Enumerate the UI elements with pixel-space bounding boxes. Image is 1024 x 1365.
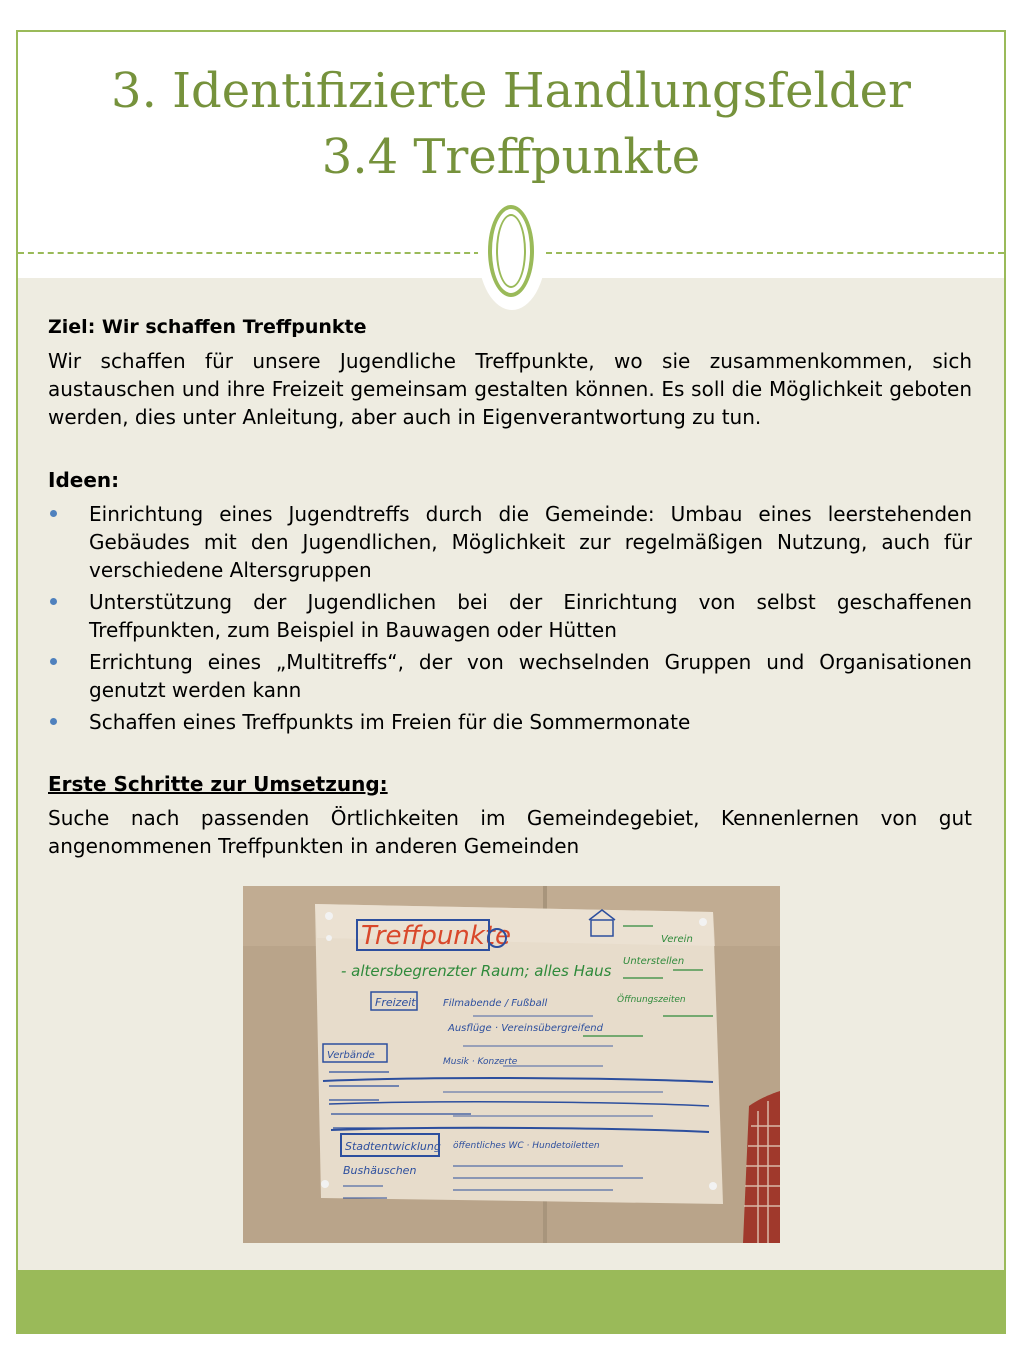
steps-heading: Erste Schritte zur Umsetzung: <box>48 772 388 796</box>
goal-heading: Ziel: Wir schaffen Treffpunkte <box>48 316 367 338</box>
photo-oeffentlich: öffentliches WC · Hundetoiletten <box>453 1141 600 1151</box>
photo-filmabende: Filmabende / Fußball <box>443 998 548 1009</box>
idea-item: Errichtung eines „Multitreffs“, der von wechselnden Gruppen und Organisationen genutzt werden kann <box>48 648 972 704</box>
goal-section <box>48 313 972 431</box>
photo-line-1: - altersbegrenzter Raum; alles Haus <box>341 962 612 980</box>
goal-text: Wir schaffen für unsere Jugendliche Treffpunkte, wo sie zusammenkommen, sich austauschen und ihre Freizeit gemeinsam gestalten können. Es soll die Möglichkeit geboten werden, dies unter Anleitung, aber auch in Eigenverantwortung zu tun. <box>48 349 972 429</box>
bullet-icon <box>50 510 57 517</box>
steps-text: Suche nach passenden Örtlichkeiten im Gemeindegebiet, Kennenlernen von gut angenommenen Treffpunkten in anderen Gemeinden <box>48 806 972 858</box>
photo-oeffnungszeiten: Öffnungszeiten <box>617 995 686 1005</box>
photo-verband: Verbände <box>327 1050 375 1061</box>
bullet-icon <box>50 658 57 665</box>
photo-freizeit: Freizeit <box>375 996 416 1009</box>
photo-ausfluege: Ausflüge · Vereinsübergreifend <box>448 1023 603 1034</box>
bullet-icon <box>50 598 57 605</box>
photo-bushaus: Bushäuschen <box>343 1164 417 1177</box>
photo-musik: Musik · Konzerte <box>443 1057 518 1067</box>
ideas-list <box>48 500 972 736</box>
photo-unterstellen: Unterstellen <box>623 956 685 967</box>
steps-section <box>48 770 972 860</box>
title-line-2: 3.4 Treffpunkte <box>321 129 701 185</box>
page-title <box>16 30 1006 190</box>
flipchart-photo <box>243 886 780 1243</box>
photo-title: Treffpunkte <box>361 921 512 951</box>
ideas-section <box>48 466 972 740</box>
divider-right <box>546 252 1004 254</box>
decorative-oval-inner-icon <box>496 214 526 288</box>
idea-item: Unterstützung der Jugendlichen bei der Einrichtung von selbst geschaffenen Treffpunkten, zum Beispiel in Bauwagen oder Hütten <box>48 588 972 644</box>
bullet-icon <box>50 718 57 725</box>
photo-stadt: Stadtentwicklung <box>345 1140 441 1153</box>
ideas-heading: Ideen: <box>48 468 120 492</box>
divider-left <box>18 252 480 254</box>
bottom-bar <box>18 1270 1004 1332</box>
photo-verein: Verein <box>661 934 693 945</box>
title-line-1: 3. Identifizierte Handlungsfelder <box>111 63 911 119</box>
idea-item: Schaffen eines Treffpunkts im Freien für die Sommermonate <box>48 708 972 736</box>
idea-item: Einrichtung eines Jugendtreffs durch die Gemeinde: Umbau eines leerstehenden Gebäudes mit den Jugendlichen, Möglichkeit zur regelmäßigen Nutzung, auch für verschiedene Altersgruppen <box>48 500 972 584</box>
